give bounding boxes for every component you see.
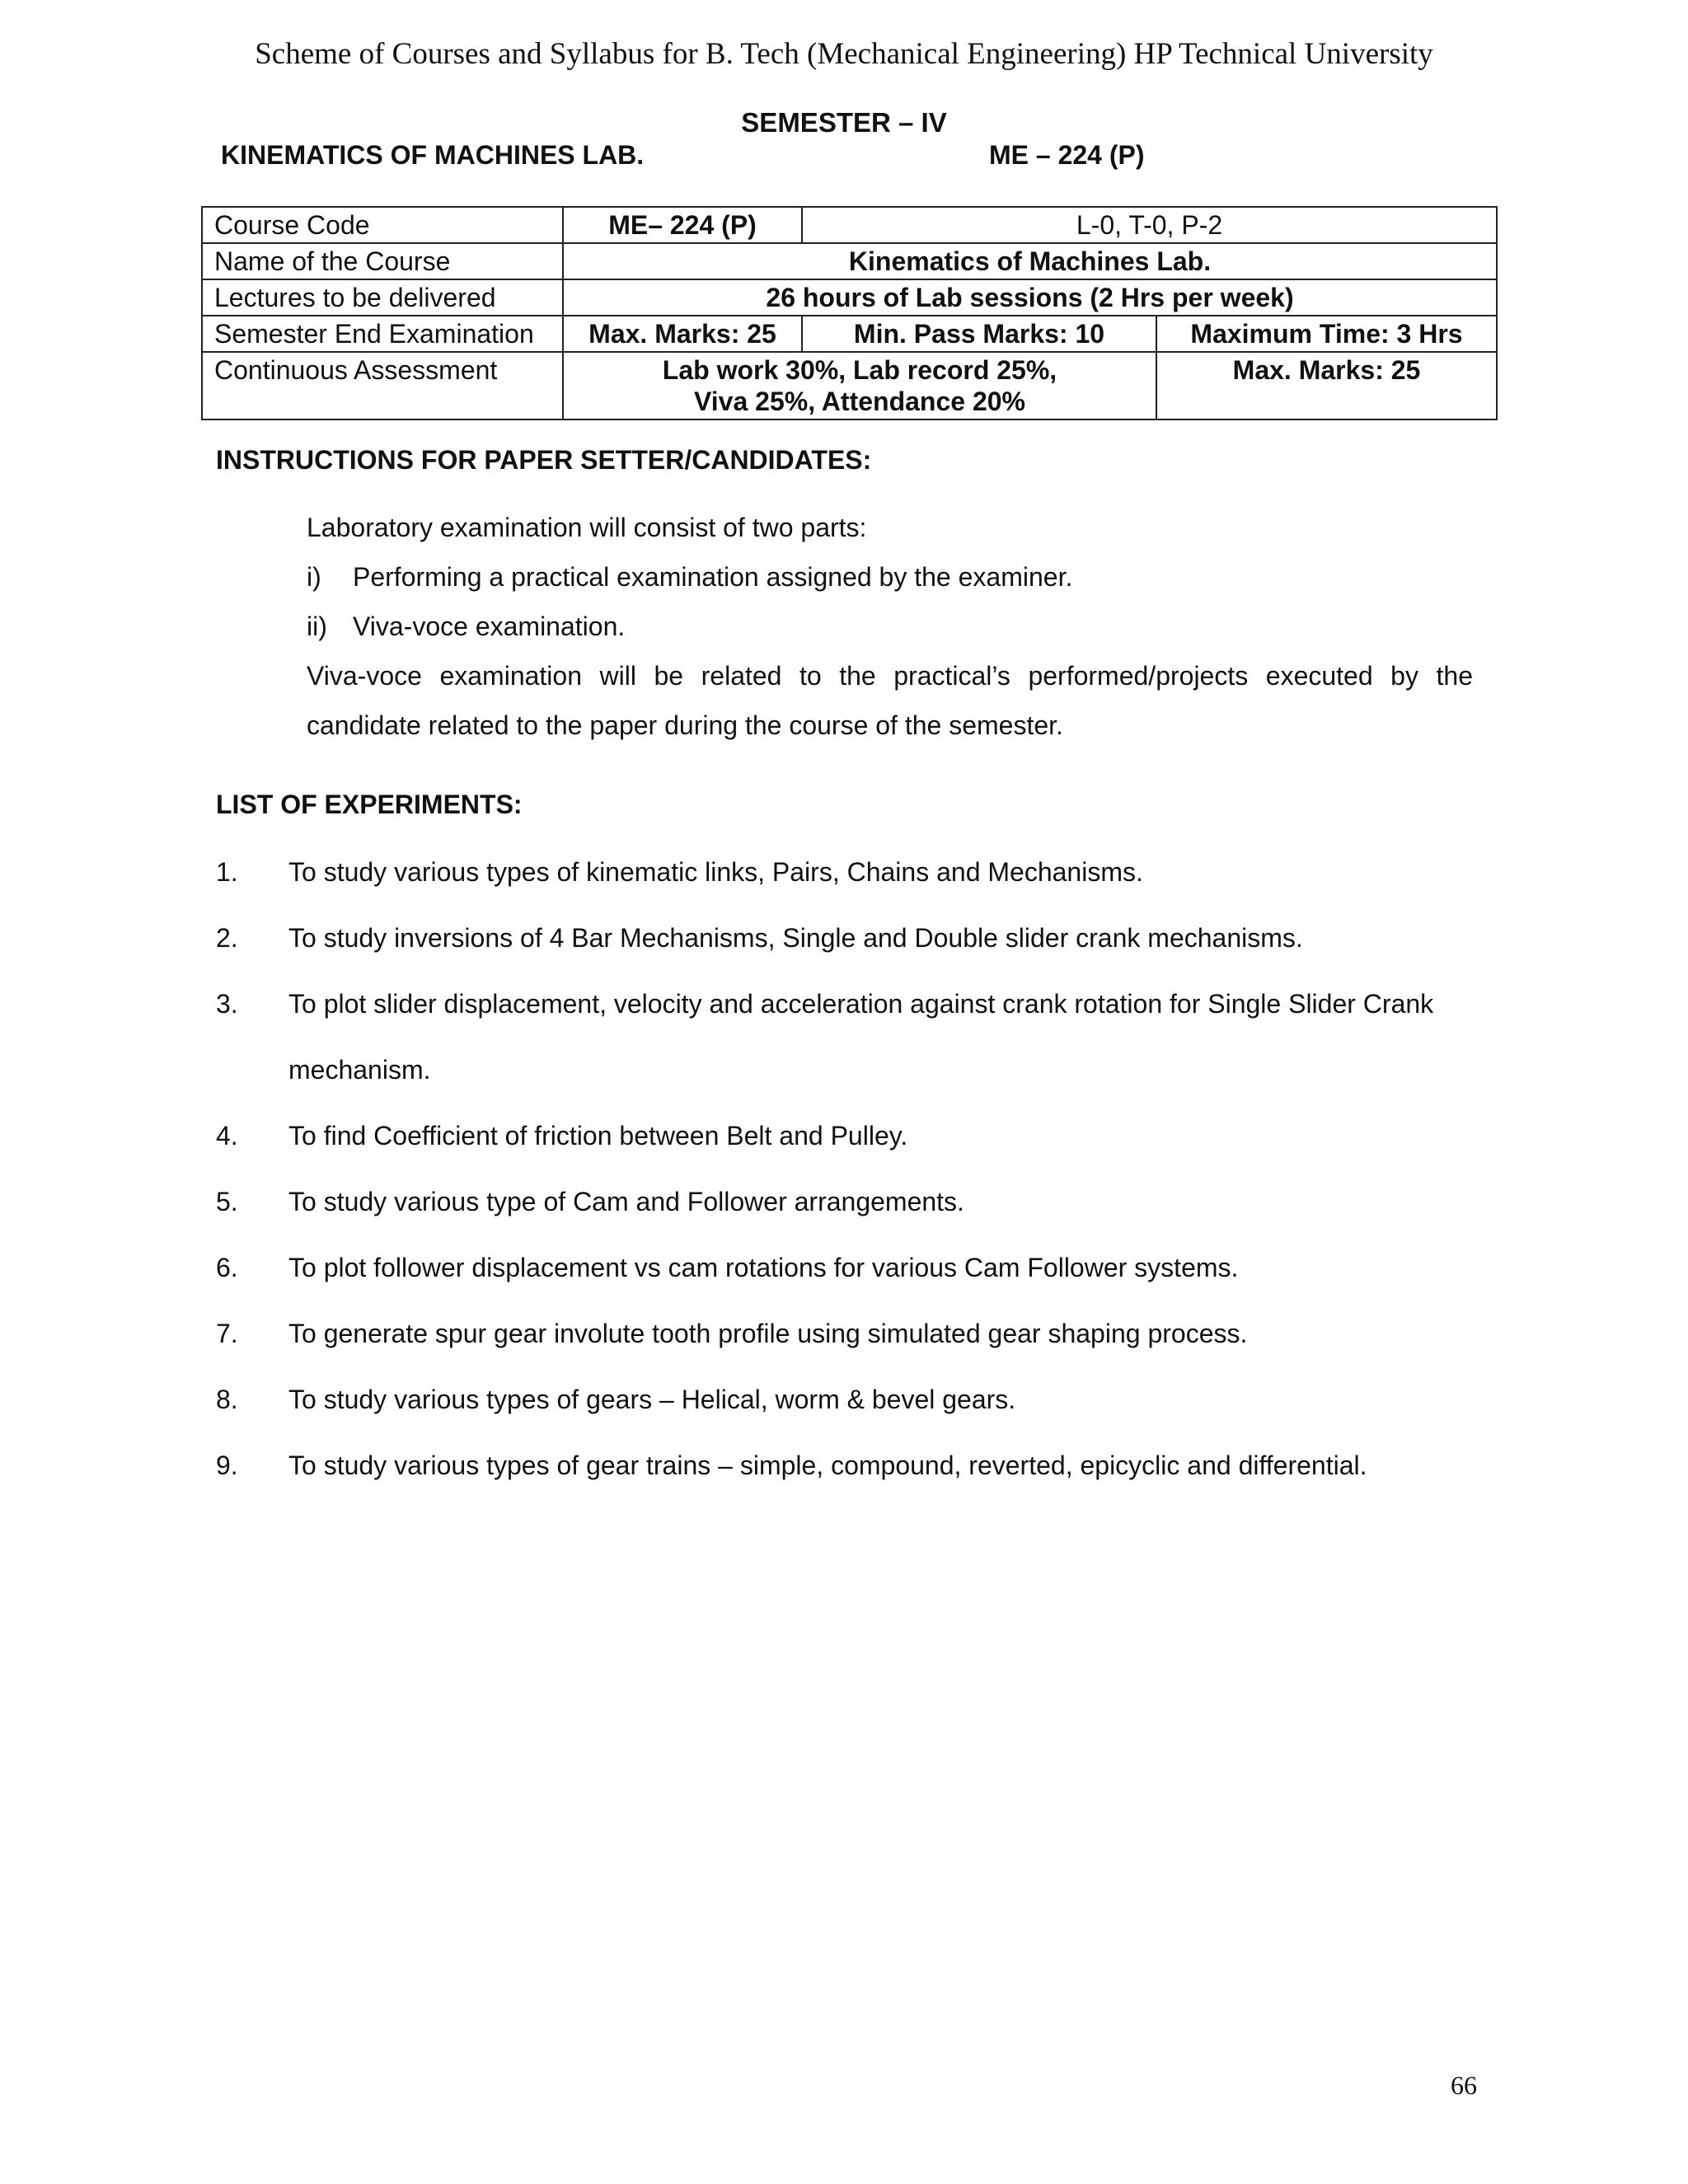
experiment-text: To study various type of Cam and Follower arrangements. (288, 1187, 964, 1216)
experiment-number: 5. (216, 1187, 238, 1216)
course-title: KINEMATICS OF MACHINES LAB. (221, 140, 645, 170)
experiment-number: 2. (216, 923, 238, 953)
exam-min-pass-marks: Min. Pass Marks: 10 (802, 316, 1156, 352)
experiment-item (216, 1432, 1502, 1498)
page-number: 66 (1451, 2070, 1477, 2100)
course-name-label: Name of the Course (202, 243, 563, 279)
instruction-item (307, 552, 1473, 602)
experiment-item (216, 1235, 1502, 1301)
course-name-value: Kinematics of Machines Lab. (563, 243, 1497, 279)
table-row (202, 207, 1497, 243)
experiment-item (216, 905, 1502, 971)
ltp-value: L-0, T-0, P-2 (802, 207, 1497, 243)
experiment-number: 4. (216, 1121, 238, 1151)
experiment-number: 3. (216, 989, 238, 1019)
instruction-item-number: i) (307, 562, 321, 592)
experiment-text: To plot follower displacement vs cam rotations for various Cam Follower systems. (288, 1253, 1239, 1282)
instruction-item-number: ii) (307, 612, 327, 641)
table-row (202, 243, 1497, 279)
instructions-body (307, 503, 1473, 750)
experiment-number: 9. (216, 1451, 238, 1480)
experiment-number: 8. (216, 1385, 238, 1414)
experiment-item (216, 839, 1502, 905)
lectures-label: Lectures to be delivered (202, 279, 563, 316)
experiment-text: To study various types of gear trains – simple, compound, reverted, epicyclic and differential. (288, 1451, 1367, 1480)
course-info-table (201, 206, 1498, 420)
experiment-number: 1. (216, 857, 238, 887)
ca-label: Continuous Assessment (202, 352, 563, 419)
instruction-item (307, 602, 1473, 651)
ca-line-1: Lab work 30%, Lab record 25%, (662, 355, 1057, 385)
ca-max-marks: Max. Marks: 25 (1156, 352, 1497, 419)
experiment-item (216, 971, 1502, 1103)
table-row (202, 352, 1497, 419)
table-row (202, 316, 1497, 352)
viva-note-line-2: candidate related to the paper during the course of the semester. (307, 710, 1063, 740)
ca-line-2: Viva 25%, Attendance 20% (694, 387, 1025, 416)
viva-note-line-1: Viva-voce examination will be related to the practical’s performed/projects executed by the (307, 661, 1473, 691)
experiments-heading: LIST OF EXPERIMENTS: (216, 790, 523, 819)
experiment-text: To find Coefficient of friction between Belt and Pulley. (288, 1121, 908, 1151)
experiment-text: To generate spur gear involute tooth profile using simulated gear shaping process. (288, 1319, 1248, 1348)
instructions-intro: Laboratory examination will consist of two parts: (307, 513, 867, 542)
experiment-text: To plot slider displacement, velocity and acceleration against crank rotation for Single Slider Crank mechanism. (288, 989, 1434, 1085)
experiment-item (216, 1301, 1502, 1366)
course-code-value: ME– 224 (P) (563, 207, 802, 243)
exam-label: Semester End Examination (202, 316, 563, 352)
experiment-text: To study inversions of 4 Bar Mechanisms, Single and Double slider crank mechanisms. (288, 923, 1303, 953)
exam-max-marks: Max. Marks: 25 (563, 316, 802, 352)
experiment-text: To study various types of gears – Helical, worm & bevel gears. (288, 1385, 1016, 1414)
experiment-item (216, 1366, 1502, 1432)
instruction-item-text: Performing a practical examination assigned by the examiner. (353, 562, 1073, 592)
ca-breakdown (563, 352, 1156, 419)
instruction-item-text: Viva-voce examination. (353, 612, 626, 641)
experiment-number: 7. (216, 1319, 238, 1348)
experiment-item (216, 1103, 1502, 1169)
lectures-value: 26 hours of Lab sessions (2 Hrs per week) (563, 279, 1497, 316)
course-code-heading: ME – 224 (P) (989, 140, 1145, 170)
course-code-label: Course Code (202, 207, 563, 243)
experiment-item (216, 1169, 1502, 1235)
experiment-text: To study various types of kinematic links, Pairs, Chains and Mechanisms. (288, 857, 1143, 887)
experiment-number: 6. (216, 1253, 238, 1282)
table-row (202, 279, 1497, 316)
instructions-heading: INSTRUCTIONS FOR PAPER SETTER/CANDIDATES: (216, 445, 872, 475)
semester-heading: SEMESTER – IV (741, 107, 947, 138)
page-header: Scheme of Courses and Syllabus for B. Tech (Mechanical Engineering) HP Technical University (255, 37, 1433, 71)
exam-max-time: Maximum Time: 3 Hrs (1156, 316, 1497, 352)
